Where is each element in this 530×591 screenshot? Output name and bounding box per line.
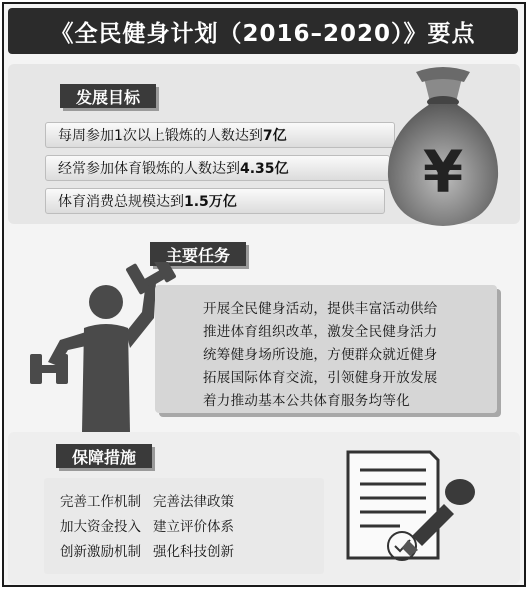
measure-row: 完善工作机制 完善法律政策 [60, 494, 234, 510]
measures-box [44, 478, 324, 574]
measure-row: 创新激励机制 强化科技创新 [60, 544, 234, 560]
yuan-icon [423, 138, 463, 206]
document-seal-icon [340, 440, 480, 570]
goal-item: 每周参加1次以上锻炼的人数达到 7亿 [45, 122, 395, 148]
page-title: 《全民健身计划（2016–2020）》要点 [50, 20, 476, 47]
task-line: 拓展国际体育交流，引领健身开放发展 [203, 370, 438, 386]
section-label-tasks: 主要任务 [150, 242, 246, 266]
section-label-goals: 发展目标 [60, 84, 156, 108]
task-line: 开展全民健身活动，提供丰富活动供给 [203, 301, 438, 317]
measure-row: 加大资金投入 建立评价体系 [60, 519, 234, 535]
goal-item: 经常参加体育锻炼的人数达到 4.35亿 [45, 155, 390, 181]
tasks-box [155, 285, 497, 413]
task-line: 推进体育组织改革，激发全民健身活力 [203, 324, 438, 340]
title-bar [8, 8, 518, 54]
svg-text:¥: ¥ [422, 138, 464, 206]
section-label-measures: 保障措施 [56, 444, 152, 468]
goal-item: 体育消费总规模达到 1.5万亿 [45, 188, 385, 214]
task-line: 着力推动基本公共体育服务均等化 [203, 393, 410, 409]
money-bag-icon [378, 62, 508, 232]
task-line: 统筹健身场所设施，方便群众就近健身 [203, 347, 438, 363]
